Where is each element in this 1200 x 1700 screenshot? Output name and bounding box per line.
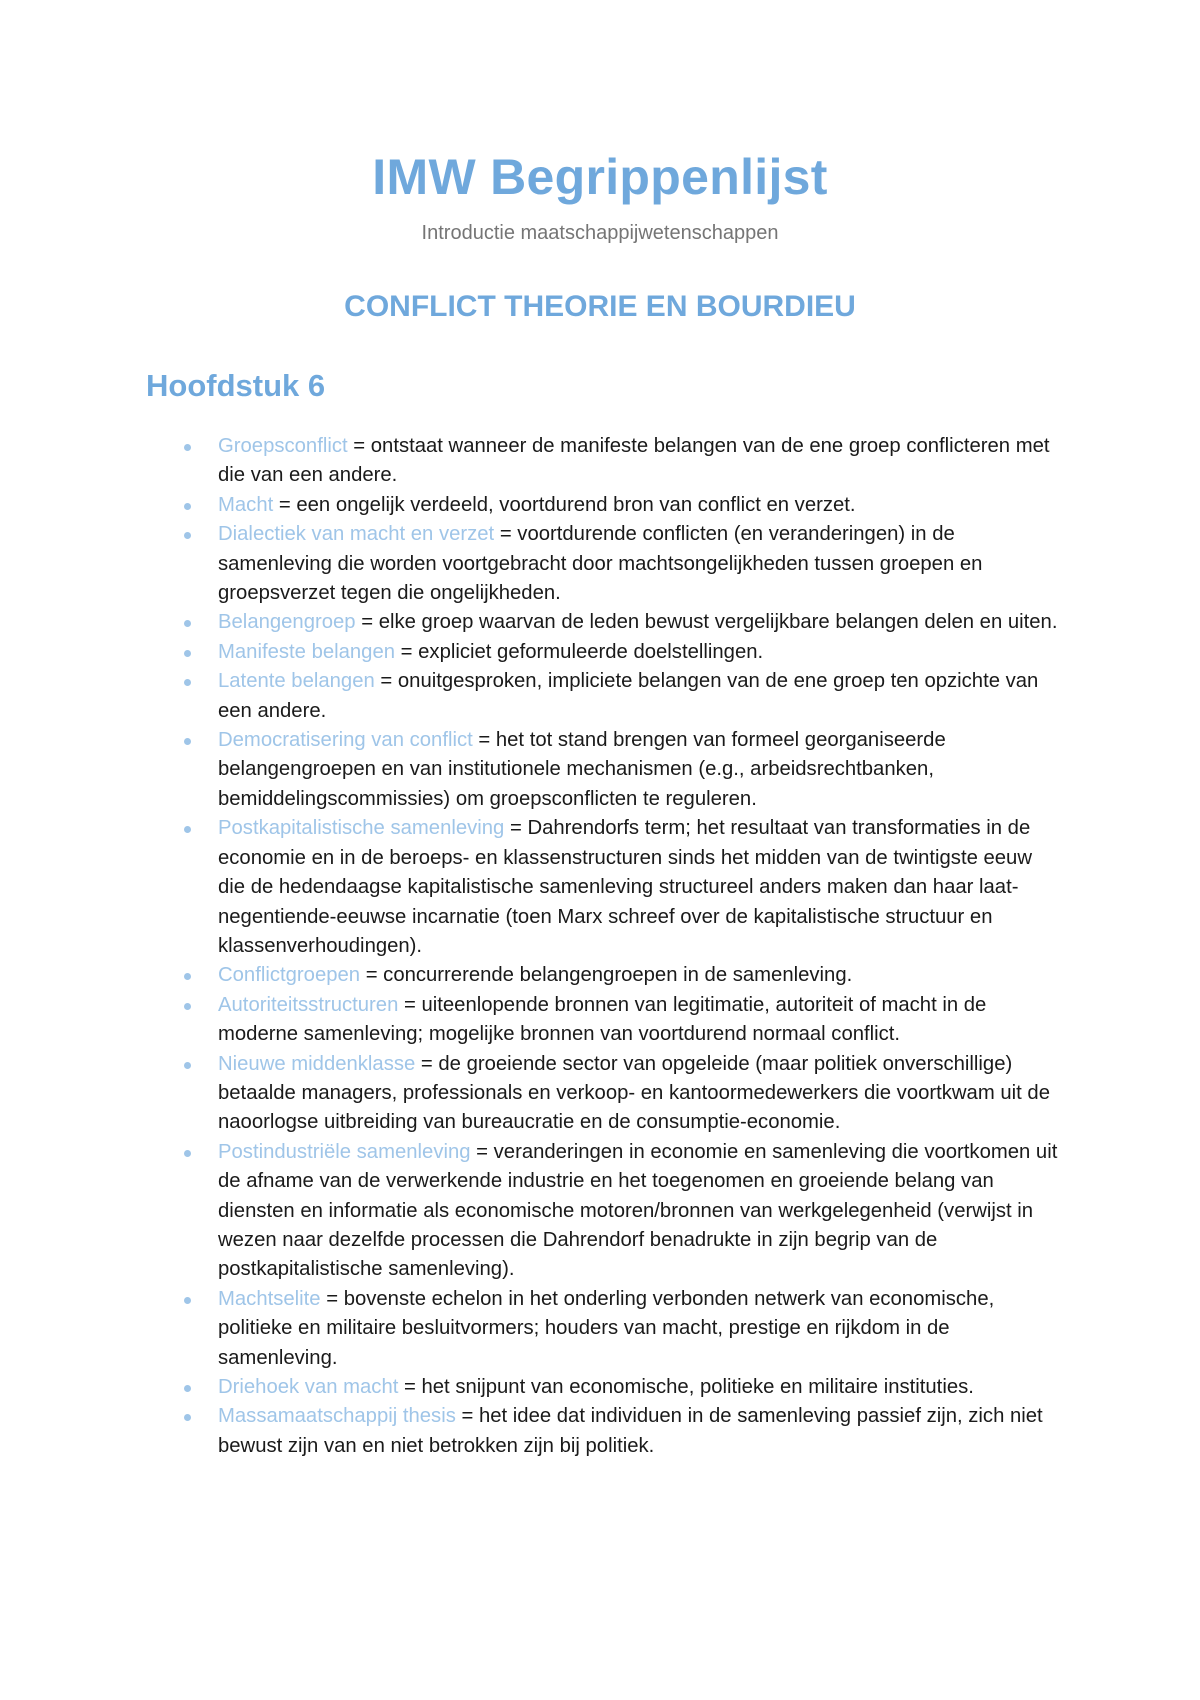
term-definition: = de groeiende sector van opgeleide (maar politiek onverschillige) betaalde managers, professionals en verkoop- en kantoormedewerkers die voortkwam uit de naoorlogse uitbreiding van bureaucratie en de consumptie-economie. (218, 1052, 1050, 1134)
term-label: Latente belangen (218, 670, 375, 693)
term-definition: = uiteenlopende bronnen van legitimatie, autoriteit of macht in de moderne samenleving; mogelijke bronnen van voortdurend normaal conflict. (218, 993, 987, 1046)
list-item (180, 432, 1060, 491)
term-label: Macht (218, 493, 274, 516)
list-item (180, 520, 1060, 608)
term-definition: = het tot stand brengen van formeel georganiseerde belangengroepen en van institutionele mechanismen (e.g., arbeidsrechtbanken, bemiddelingscommissies) om groepsconflicten te reguleren. (218, 729, 946, 810)
list-item (180, 1285, 1060, 1373)
term-label: Machtselite (218, 1287, 321, 1310)
bullet-icon (184, 826, 191, 833)
term-definition: = elke groep waarvan de leden bewust vergelijkbare belangen delen en uiten. (355, 611, 1058, 634)
bullet-icon (184, 1150, 191, 1157)
term-definition: = expliciet geformuleerde doelstellingen. (395, 640, 764, 663)
bullet-icon (184, 1003, 191, 1010)
list-item (180, 491, 1060, 520)
list-item (180, 961, 1060, 990)
list-item (180, 608, 1060, 637)
term-label: Massamaatschappij thesis (218, 1405, 456, 1428)
list-item (180, 1373, 1060, 1402)
bullet-icon (184, 1297, 191, 1304)
term-definition: = een ongelijk verdeeld, voortdurend bron van conflict en verzet. (273, 493, 856, 516)
term-label: Postkapitalistische samenleving (218, 817, 505, 840)
term-definition: = concurrerende belangengroepen in de samenleving. (360, 964, 853, 987)
list-item (180, 638, 1060, 667)
bullet-icon (184, 1385, 191, 1392)
list-item (180, 1138, 1060, 1285)
term-definition: = bovenste echelon in het onderling verbonden netwerk van economische, politieke en militaire besluitvormers; houders van macht, prestige en rijkdom in de samenleving. (218, 1287, 995, 1369)
bullet-icon (184, 650, 191, 657)
bullet-icon (184, 503, 191, 510)
bullet-icon (184, 620, 191, 627)
list-item (180, 814, 1060, 961)
term-definition: = Dahrendorfs term; het resultaat van transformaties in de economie en in de beroeps- en klassenstructuren sinds het midden van de twintigste eeuw die de hedendaagse kapitalistische samenleving structureel anders maken dan haar laat-negentiende-eeuwse incarnatie (toen Marx schreef over de kapitalistische structuur en klassenverhoudingen). (218, 817, 1032, 957)
term-label: Nieuwe middenklasse (218, 1052, 416, 1075)
term-definition: = ontstaat wanneer de manifeste belangen van de ene groep conflicteren met die van een andere. (218, 435, 1050, 487)
bullet-icon (184, 1062, 191, 1069)
list-item (180, 1050, 1060, 1138)
bullet-icon (184, 679, 191, 686)
term-label: Manifeste belangen (218, 640, 396, 663)
bullet-icon (184, 532, 191, 539)
term-label: Groepsconflict (218, 435, 348, 457)
bullet-icon (184, 738, 191, 745)
list-item (180, 991, 1060, 1050)
term-label: Belangengroep (218, 611, 356, 634)
chapter-heading: Hoofdstuk 6 (146, 368, 326, 403)
list-item (180, 1402, 1060, 1461)
document-title: IMW Begrippenlijst (372, 149, 828, 205)
section-heading: CONFLICT THEORIE EN BOURDIEU (344, 290, 856, 323)
list-item (180, 726, 1060, 814)
term-label: Conflictgroepen (218, 964, 361, 987)
term-label: Postindustriële samenleving (218, 1140, 471, 1163)
list-item (180, 667, 1060, 726)
bullet-icon (184, 444, 191, 451)
term-definition: = veranderingen in economie en samenleving die voortkomen uit de afname van de verwerkende industrie en het toegenomen en groeiende belang van diensten en informatie als economische motoren/bronnen van werkgelegenheid (verwijst in wezen naar dezelfde processen die Dahrendorf benadrukte in zijn begrip van de postkapitalistische samenleving). (218, 1140, 1058, 1281)
term-label: Dialectiek van macht en verzet (218, 523, 495, 546)
bullet-icon (184, 1414, 191, 1421)
term-definition: = voortdurende conflicten (en veranderingen) in de samenleving die worden voortgebracht door machtsongelijkheden tussen groepen en groepsverzet tegen die ongelijkheden. (218, 523, 983, 605)
term-label: Democratisering van conflict (218, 729, 473, 752)
term-definition: = onuitgesproken, impliciete belangen van de ene groep ten opzichte van een andere. (218, 670, 1039, 722)
term-definition: = het idee dat individuen in de samenleving passief zijn, zich niet bewust zijn van en niet betrokken zijn bij politiek. (218, 1405, 1043, 1457)
bullet-icon (184, 973, 191, 980)
term-label: Autoriteitsstructuren (218, 993, 399, 1016)
term-label: Driehoek van macht (218, 1376, 399, 1398)
term-definition: = het snijpunt van economische, politieke en militaire instituties. (398, 1376, 974, 1398)
term-list (180, 432, 1060, 1461)
document-subtitle: Introductie maatschappijwetenschappen (421, 222, 779, 244)
